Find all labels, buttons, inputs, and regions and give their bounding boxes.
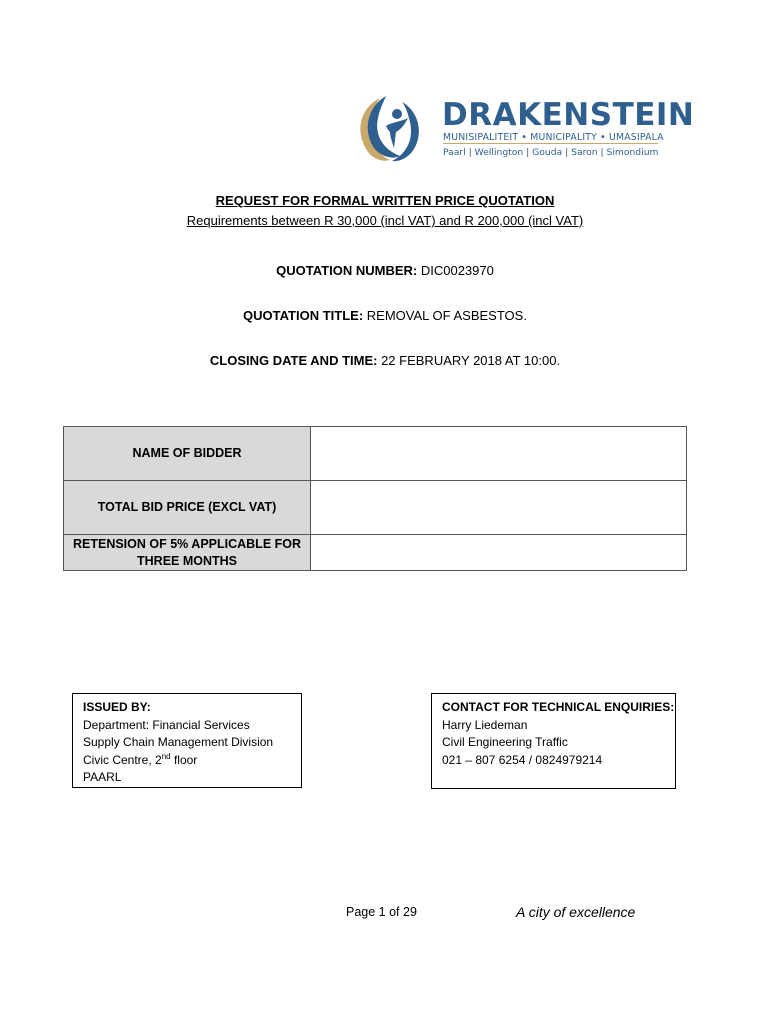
city-motto: A city of excellence <box>516 904 636 920</box>
closing-date-label: CLOSING DATE AND TIME: <box>209 353 378 368</box>
table-row <box>64 481 687 535</box>
issued-by-department: Department: Financial Services <box>83 717 250 732</box>
quotation-number-line <box>0 263 770 278</box>
contact-heading: CONTACT FOR TECHNICAL ENQUIRIES: <box>442 700 675 714</box>
quotation-title-value: REMOVAL OF ASBESTOS. <box>366 308 527 323</box>
contact-department: Civil Engineering Traffic <box>442 735 568 750</box>
document-title: REQUEST FOR FORMAL WRITTEN PRICE QUOTATION <box>215 193 555 208</box>
issued-by-division: Supply Chain Management Division <box>83 735 274 750</box>
logo-divider <box>443 143 658 144</box>
quotation-number-label: QUOTATION NUMBER: <box>276 263 418 278</box>
total-bid-price-field[interactable] <box>311 481 687 535</box>
issued-by-box <box>72 693 302 788</box>
closing-date-value: 22 FEBRUARY 2018 AT 10:00. <box>381 353 561 368</box>
quotation-title-label: QUOTATION TITLE: <box>243 308 364 323</box>
contact-name: Harry Liedeman <box>442 717 528 732</box>
retension-label: RETENSION OF 5% APPLICABLE FOR THREE MONTHS <box>64 535 311 571</box>
name-of-bidder-label: NAME OF BIDDER <box>64 427 311 481</box>
issued-by-location: Civic Centre, 2nd floor <box>83 751 198 767</box>
quotation-number-value: DIC0023970 <box>420 263 494 278</box>
page-number: Page 1 of 29 <box>346 905 417 919</box>
name-of-bidder-field[interactable] <box>311 427 687 481</box>
total-bid-price-label: TOTAL BID PRICE (EXCL VAT) <box>64 481 311 535</box>
drakenstein-emblem-icon <box>350 92 430 164</box>
logo-towns: Paarl | Wellington | Gouda | Saron | Simondium <box>443 147 659 158</box>
contact-box <box>431 693 676 789</box>
logo-wordmark: DRAKENSTEIN <box>442 97 695 133</box>
contact-phone: 021 – 807 6254 / 0824979214 <box>442 752 603 767</box>
retension-field[interactable] <box>311 535 687 571</box>
issued-by-heading: ISSUED BY: <box>83 700 151 714</box>
quotation-title-line <box>0 308 770 323</box>
issued-by-city: PAARL <box>83 770 122 785</box>
table-row <box>64 535 687 571</box>
table-row <box>64 427 687 481</box>
logo-tagline: MUNISIPALITEIT • MUNICIPALITY • UMASIPALA <box>443 132 664 143</box>
drakenstein-logo <box>350 92 695 164</box>
bidder-table <box>63 426 687 571</box>
document-subtitle: Requirements between R 30,000 (incl VAT) and R 200,000 (incl VAT) <box>186 213 584 228</box>
closing-date-line <box>0 353 770 368</box>
